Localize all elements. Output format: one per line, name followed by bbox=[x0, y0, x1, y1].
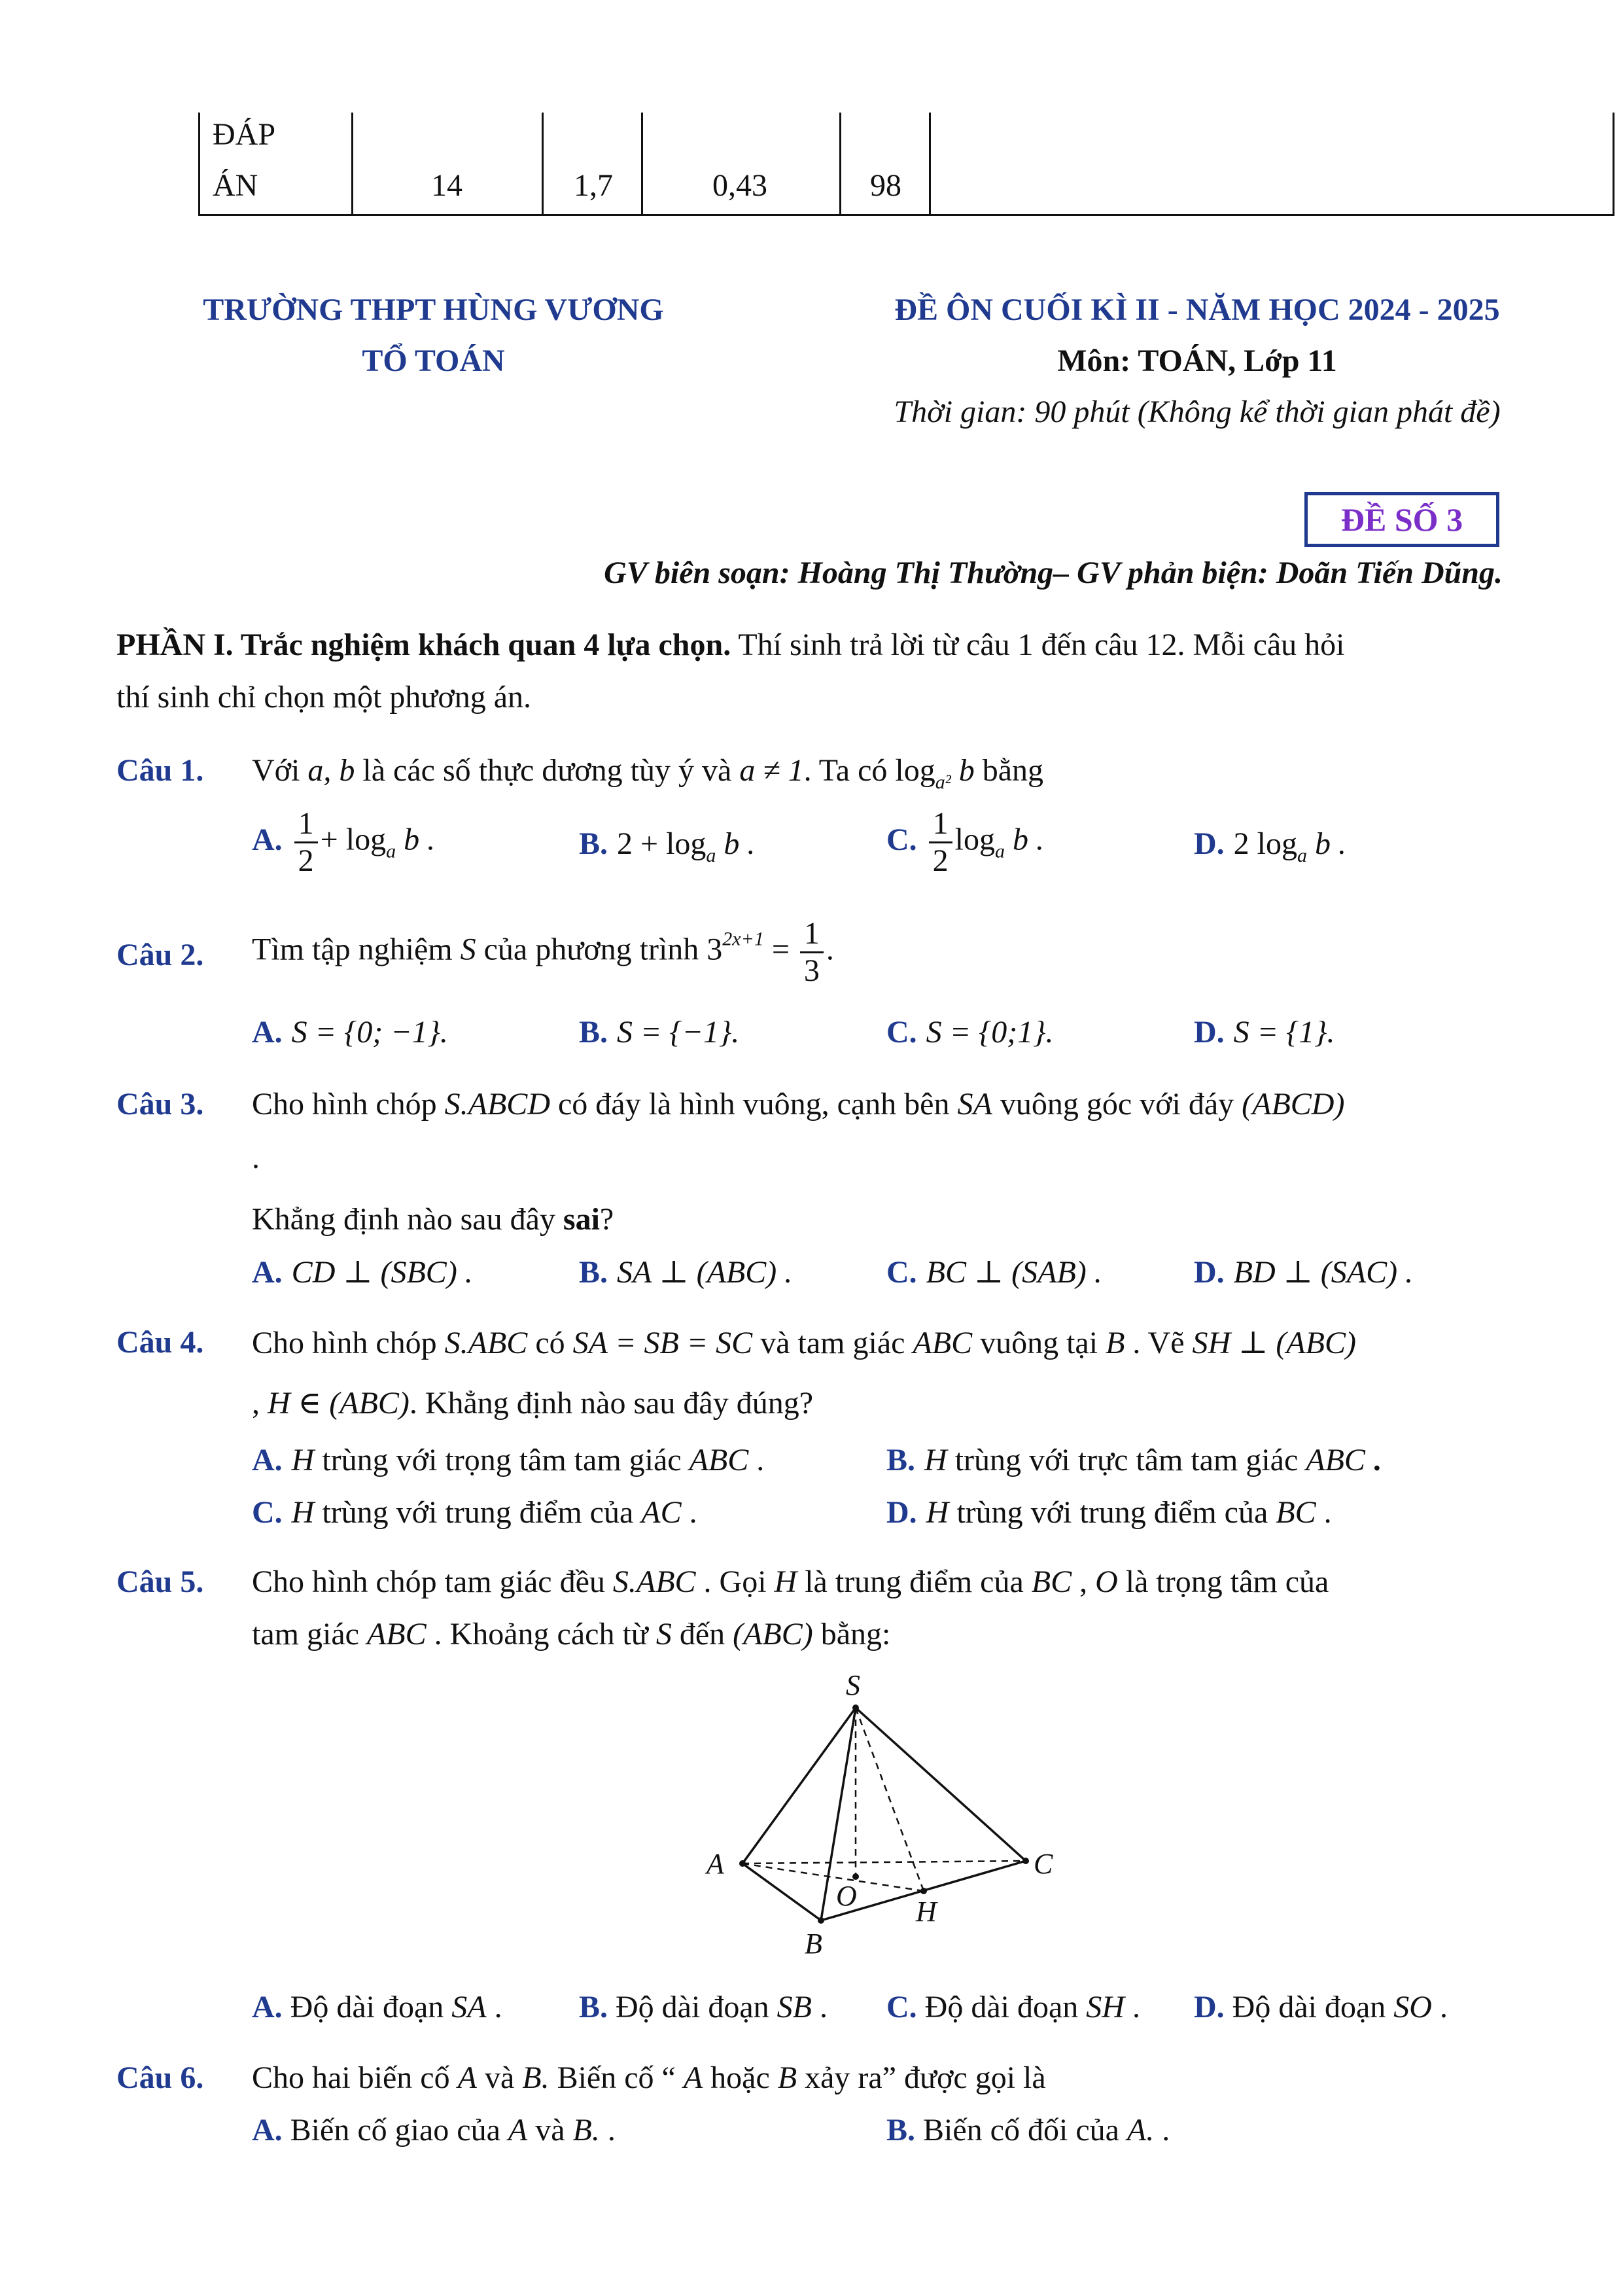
fraction bbox=[294, 806, 318, 879]
math: log bbox=[954, 822, 996, 857]
label-O: O bbox=[836, 1880, 857, 1912]
math: H bbox=[924, 1443, 947, 1477]
option-a bbox=[252, 806, 435, 879]
label-B: B bbox=[805, 1928, 822, 1960]
authors-line: GV biên soạn: Hoàng Thị Thường– GV phản biện: Doãn Tiến Dũng. bbox=[604, 556, 1503, 590]
option-a bbox=[252, 1989, 502, 2025]
math: H bbox=[926, 1495, 949, 1530]
point-A bbox=[739, 1860, 746, 1867]
math: SA ⊥ (ABC) . bbox=[617, 1255, 793, 1290]
text: đến bbox=[671, 1617, 733, 1651]
math-sup: 2x+1 bbox=[722, 928, 764, 950]
table-border bbox=[198, 113, 200, 216]
math: S.ABCD bbox=[444, 1087, 550, 1122]
table-cell: 0,43 bbox=[712, 168, 767, 203]
math: A bbox=[508, 2113, 528, 2147]
option-b bbox=[886, 2112, 1170, 2148]
text: Biến cố giao của bbox=[282, 2113, 508, 2147]
option-b bbox=[579, 826, 755, 867]
math: H bbox=[774, 1564, 797, 1599]
text: Độ dài đoạn bbox=[916, 1990, 1087, 2024]
math: S = {0; −1}. bbox=[291, 1015, 448, 1050]
option-label: A. bbox=[252, 1255, 283, 1290]
point-C bbox=[1022, 1858, 1029, 1864]
text: và bbox=[527, 2113, 573, 2147]
denominator: 2 bbox=[298, 843, 314, 878]
text: . Vẽ bbox=[1125, 1326, 1193, 1360]
denominator: 3 bbox=[803, 953, 820, 988]
math: A bbox=[457, 2060, 477, 2095]
math: ABC bbox=[913, 1326, 973, 1360]
option-b bbox=[579, 1014, 739, 1050]
text: . Khoảng cách từ bbox=[426, 1617, 656, 1651]
math: BC ⊥ (SAB) . bbox=[926, 1255, 1102, 1290]
math: SH bbox=[1086, 1990, 1125, 2024]
question-number: Câu 1. bbox=[116, 753, 204, 788]
text: . bbox=[1124, 1990, 1140, 2024]
text: xảy ra” được gọi là bbox=[797, 2060, 1046, 2095]
option-label: A. bbox=[252, 1990, 283, 2024]
math: B bbox=[777, 2060, 797, 2095]
math: S bbox=[460, 932, 476, 967]
option-label: C. bbox=[886, 1255, 917, 1290]
math: B. bbox=[522, 2060, 550, 2095]
question-2-text bbox=[252, 916, 834, 989]
math: S = {0;1}. bbox=[926, 1015, 1054, 1050]
math-sub: a bbox=[1297, 845, 1308, 866]
question-number: Câu 6. bbox=[116, 2060, 204, 2095]
math: ABC bbox=[689, 1443, 749, 1477]
option-a bbox=[252, 1254, 473, 1290]
question-4-text-line2 bbox=[252, 1385, 813, 1421]
table-border bbox=[542, 113, 544, 216]
math: H bbox=[291, 1495, 315, 1530]
text: và bbox=[476, 2060, 523, 2095]
segment-SH bbox=[856, 1708, 924, 1891]
text: , bbox=[252, 1386, 268, 1421]
question-6-text bbox=[252, 2060, 1046, 2096]
option-label: A. bbox=[252, 1443, 283, 1477]
option-label: D. bbox=[1194, 1015, 1225, 1050]
school-name: TRƯỜNG THPT HÙNG VƯƠNG bbox=[203, 292, 664, 327]
table-border bbox=[351, 113, 353, 216]
text: của phương trình bbox=[476, 932, 707, 967]
text: bằng bbox=[974, 753, 1044, 788]
table-cell: 98 bbox=[870, 168, 901, 203]
option-label: D. bbox=[1194, 1255, 1225, 1290]
text: bằng: bbox=[812, 1617, 891, 1651]
question-3-dot: . bbox=[252, 1140, 260, 1175]
answer-table bbox=[198, 113, 1614, 216]
math: BC bbox=[1031, 1564, 1072, 1599]
exam-title: ĐỀ ÔN CUỐI KÌ II - NĂM HỌC 2024 - 2025 bbox=[894, 292, 1500, 327]
edge-SA bbox=[742, 1708, 856, 1863]
option-label: B. bbox=[579, 1255, 608, 1290]
math: H ∈ (ABC) bbox=[268, 1386, 410, 1421]
option-a bbox=[252, 1014, 448, 1050]
text: Khẳng định nào sau đây bbox=[252, 1202, 563, 1237]
question-number: Câu 4. bbox=[116, 1325, 204, 1360]
time-line: Thời gian: 90 phút (Không kể thời gian phát đề) bbox=[894, 395, 1501, 429]
math: A bbox=[683, 2060, 703, 2095]
option-label: C. bbox=[886, 1990, 917, 2024]
option-label: D. bbox=[1194, 826, 1225, 861]
math: SB bbox=[777, 1990, 812, 2024]
text: Tìm tập nghiệm bbox=[252, 932, 461, 967]
option-label: B. bbox=[579, 826, 608, 861]
option-c bbox=[886, 1989, 1140, 2025]
text: Độ dài đoạn bbox=[608, 1990, 777, 2024]
numerator: 1 bbox=[929, 806, 952, 843]
point-S bbox=[852, 1704, 859, 1711]
math: b bbox=[951, 753, 975, 788]
math: S.ABC bbox=[444, 1326, 528, 1360]
option-c bbox=[886, 806, 1044, 879]
text: vuông góc với đáy bbox=[992, 1087, 1242, 1122]
fraction bbox=[929, 806, 952, 879]
math: H bbox=[291, 1443, 315, 1477]
option-c bbox=[886, 1254, 1102, 1290]
text: và tam giác bbox=[752, 1326, 913, 1360]
table-label: ÁN bbox=[213, 168, 258, 203]
question-number: Câu 5. bbox=[116, 1564, 204, 1599]
text: có đáy là hình vuông, cạnh bên bbox=[550, 1087, 958, 1122]
option-label: C. bbox=[886, 822, 917, 857]
numerator: 1 bbox=[800, 916, 824, 953]
median-AH bbox=[742, 1863, 924, 1891]
part1-title: PHẦN I. Trắc nghiệm khách quan 4 lựa chọn. bbox=[116, 627, 731, 662]
math: b . bbox=[1307, 826, 1347, 861]
department-name: TỔ TOÁN bbox=[362, 344, 505, 378]
text: trùng với trung điểm của bbox=[949, 1495, 1276, 1530]
label-C: C bbox=[1034, 1848, 1053, 1880]
table-border bbox=[839, 113, 841, 216]
math: + log bbox=[320, 822, 387, 857]
text: Cho hình chóp tam giác đều bbox=[252, 1564, 613, 1599]
option-label: A. bbox=[252, 1015, 283, 1050]
denominator: 2 bbox=[932, 843, 949, 878]
option-c bbox=[252, 1494, 697, 1530]
math-sub: a bbox=[386, 840, 396, 862]
text: Biến cố “ bbox=[549, 2060, 684, 2095]
option-label: B. bbox=[886, 1443, 916, 1477]
point-B bbox=[818, 1917, 824, 1924]
math: B bbox=[1106, 1326, 1125, 1360]
part1-desc: Thí sinh trả lời từ câu 1 đến câu 12. Mỗi câu hỏi bbox=[731, 627, 1345, 662]
fraction bbox=[800, 916, 824, 989]
text: Biến cố đối của bbox=[915, 2113, 1127, 2147]
edge-AB bbox=[742, 1863, 821, 1920]
label-A: A bbox=[707, 1848, 724, 1880]
question-5-text bbox=[252, 1564, 1329, 1600]
text: , bbox=[1072, 1564, 1096, 1599]
math: BC bbox=[1276, 1495, 1316, 1530]
text: tam giác bbox=[252, 1617, 367, 1651]
option-label: D. bbox=[1194, 1990, 1225, 2024]
text: có bbox=[527, 1326, 573, 1360]
part1-desc-line2: thí sinh chỉ chọn một phương án. bbox=[116, 680, 532, 715]
text: trùng với trung điểm của bbox=[314, 1495, 642, 1530]
subject-line: Môn: TOÁN, Lớp 11 bbox=[1057, 344, 1337, 378]
math: ABC bbox=[366, 1617, 427, 1651]
point-H bbox=[920, 1888, 927, 1894]
table-border bbox=[198, 214, 1614, 216]
label-S: S bbox=[846, 1669, 860, 1701]
text: . bbox=[1365, 1443, 1381, 1477]
option-label: B. bbox=[886, 2113, 916, 2147]
question-3-text bbox=[252, 1086, 1344, 1122]
math: SA = SB = SC bbox=[572, 1326, 753, 1360]
option-a bbox=[252, 2112, 616, 2148]
option-d bbox=[1194, 826, 1346, 867]
math: S = {1}. bbox=[1233, 1015, 1335, 1050]
text: . Khẳng định nào sau đây đúng? bbox=[409, 1386, 814, 1421]
math: b . bbox=[1005, 822, 1045, 857]
math: B. bbox=[572, 2113, 600, 2147]
text: . bbox=[826, 932, 834, 967]
question-number: Câu 2. bbox=[116, 938, 204, 972]
text: . bbox=[599, 2113, 616, 2147]
option-label: C. bbox=[886, 1015, 917, 1050]
option-d bbox=[1194, 1254, 1413, 1290]
math: SH ⊥ (ABC) bbox=[1192, 1326, 1356, 1360]
question-number: Câu 3. bbox=[116, 1087, 204, 1122]
option-d bbox=[886, 1494, 1332, 1530]
math: S = {−1}. bbox=[617, 1015, 740, 1050]
option-label: B. bbox=[579, 1990, 608, 2024]
text: Độ dài đoạn bbox=[282, 1990, 452, 2024]
text: là các số thực dương tùy ý và bbox=[355, 753, 740, 788]
question-4-text bbox=[252, 1324, 1356, 1361]
text: trùng với trọng tâm tam giác bbox=[314, 1443, 689, 1477]
edge-SC bbox=[856, 1708, 1026, 1861]
math-sub: a bbox=[995, 840, 1005, 862]
math: 3 bbox=[707, 932, 723, 967]
math: a ≠ 1 bbox=[739, 753, 804, 788]
text: Cho hai biến cố bbox=[252, 2060, 458, 2095]
table-cell: 14 bbox=[431, 168, 462, 203]
math: SA bbox=[957, 1087, 992, 1122]
math: AC bbox=[641, 1495, 682, 1530]
math: 2 + log bbox=[617, 826, 707, 861]
label-H: H bbox=[916, 1896, 937, 1928]
table-border bbox=[1613, 113, 1614, 216]
question-1-text bbox=[252, 752, 1043, 794]
math: log bbox=[895, 753, 935, 788]
math: S bbox=[655, 1617, 672, 1651]
math: A. bbox=[1126, 2113, 1155, 2147]
option-b bbox=[886, 1442, 1381, 1478]
text: . bbox=[1154, 2113, 1170, 2147]
option-label: A. bbox=[252, 2113, 283, 2147]
text: ? bbox=[599, 1202, 614, 1237]
option-d bbox=[1194, 1989, 1448, 2025]
text: . bbox=[811, 1990, 828, 2024]
math-sub: a² bbox=[935, 771, 951, 793]
table-border bbox=[641, 113, 643, 216]
text: . bbox=[1431, 1990, 1448, 2024]
point-O bbox=[852, 1873, 859, 1880]
numerator: 1 bbox=[294, 806, 318, 843]
text: là trung điểm của bbox=[797, 1564, 1032, 1599]
math: (ABCD) bbox=[1242, 1087, 1345, 1122]
text: . bbox=[1316, 1495, 1332, 1530]
text: trùng với trực tâm tam giác bbox=[947, 1443, 1306, 1477]
emphasis: sai bbox=[563, 1202, 600, 1237]
math: b . bbox=[396, 822, 436, 857]
option-label: B. bbox=[579, 1015, 608, 1050]
math: = bbox=[763, 932, 797, 967]
math: BD ⊥ (SAC) . bbox=[1233, 1255, 1414, 1290]
math: CD ⊥ (SBC) . bbox=[291, 1255, 473, 1290]
text: . Ta có bbox=[803, 753, 896, 788]
text: vuông tại bbox=[972, 1326, 1106, 1360]
text: . bbox=[748, 1443, 765, 1477]
edge-AC bbox=[742, 1861, 1026, 1863]
math: O bbox=[1095, 1564, 1118, 1599]
text: hoặc bbox=[703, 2060, 778, 2095]
option-label: D. bbox=[886, 1495, 917, 1530]
text: . bbox=[681, 1495, 697, 1530]
option-label: A. bbox=[252, 822, 283, 857]
question-5-text-line2 bbox=[252, 1616, 890, 1652]
option-a bbox=[252, 1442, 764, 1478]
part1-intro bbox=[116, 627, 1345, 663]
pyramid-figure bbox=[687, 1669, 1079, 1969]
math: ABC bbox=[1306, 1443, 1365, 1477]
question-3-prompt bbox=[252, 1201, 614, 1237]
table-label: ĐÁP bbox=[213, 117, 276, 152]
text: . Gọi bbox=[695, 1564, 775, 1599]
table-border bbox=[929, 113, 931, 216]
text: Độ dài đoạn bbox=[1224, 1990, 1394, 2024]
math: b . bbox=[716, 826, 756, 861]
text: Với bbox=[252, 753, 308, 788]
text: . bbox=[486, 1990, 502, 2024]
text: Cho hình chóp bbox=[252, 1326, 445, 1360]
option-c bbox=[886, 1014, 1053, 1050]
text: là trọng tâm của bbox=[1117, 1564, 1329, 1599]
math: S.ABC bbox=[612, 1564, 696, 1599]
math: SO bbox=[1393, 1990, 1432, 2024]
math: (ABC) bbox=[733, 1617, 813, 1651]
option-label: C. bbox=[252, 1495, 283, 1530]
option-d bbox=[1194, 1014, 1335, 1050]
math-sub: a bbox=[706, 845, 716, 866]
math: SA bbox=[451, 1990, 487, 2024]
option-b bbox=[579, 1254, 792, 1290]
math: a, b bbox=[307, 753, 355, 788]
exam-code-badge: ĐỀ SỐ 3 bbox=[1304, 492, 1499, 547]
text: Cho hình chóp bbox=[252, 1087, 445, 1122]
table-cell: 1,7 bbox=[574, 168, 613, 203]
math: 2 log bbox=[1233, 826, 1298, 861]
option-b bbox=[579, 1989, 828, 2025]
